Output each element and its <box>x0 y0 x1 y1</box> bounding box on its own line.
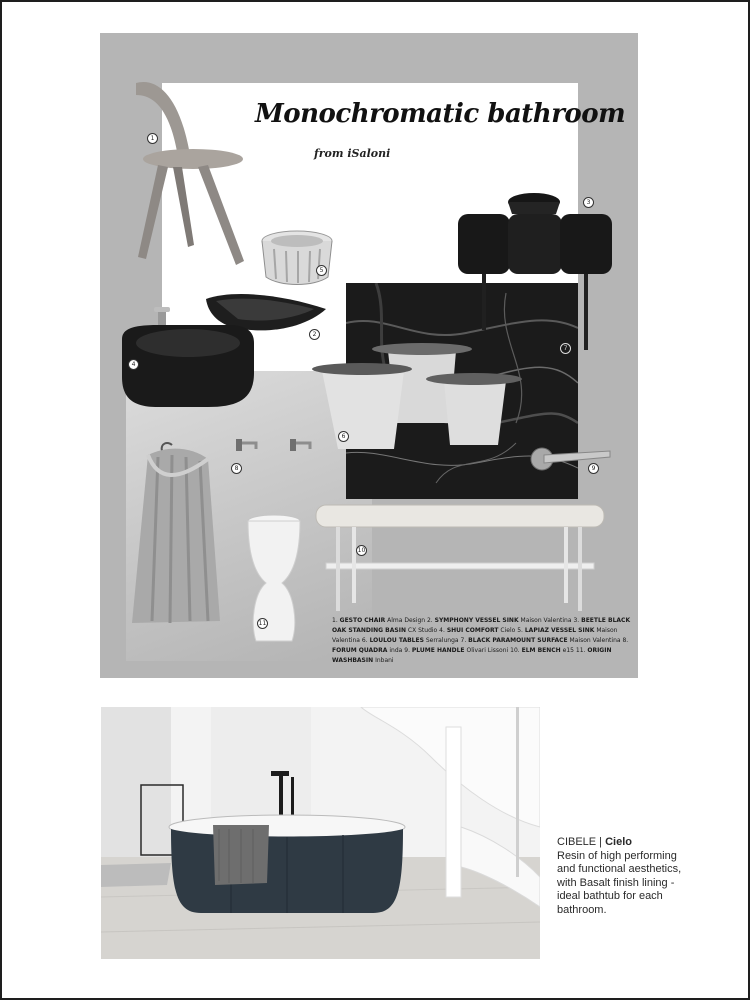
badge-6: 6 <box>338 431 349 442</box>
bathrobe-image <box>128 441 224 627</box>
lapiaz-vessel-sink-image <box>260 229 334 287</box>
credit-10-maker: e15 <box>562 647 574 654</box>
caption-model: Cielo <box>605 836 633 848</box>
credit-2-name: SYMPHONY VESSEL SINK <box>434 617 519 624</box>
gesto-chair-image <box>128 77 248 272</box>
credit-1 <box>332 617 425 624</box>
credit-9-maker: Olivari Lissoni <box>466 647 509 654</box>
moodboard-collage <box>100 33 638 678</box>
credit-1-maker: Alma Design <box>387 617 426 624</box>
credit-6-name: LOULOU TABLES <box>369 637 424 644</box>
badge-5: 5 <box>316 265 327 276</box>
badge-8: 8 <box>231 463 242 474</box>
credit-4 <box>439 627 515 634</box>
credit-8-name: FORUM QUADRA <box>332 647 388 654</box>
credit-6-num: 6. <box>361 637 368 644</box>
credit-7 <box>461 637 621 644</box>
credit-11-name: ORIGIN WASHBASIN <box>332 647 612 664</box>
credit-7-maker: Maison Valentina <box>569 637 621 644</box>
credit-11-num: 11. <box>575 647 586 654</box>
badge-4: 4 <box>128 359 139 370</box>
credit-1-name: GESTO CHAIR <box>339 617 386 624</box>
credit-8-maker: inda <box>389 647 403 654</box>
elm-bench-image <box>314 501 610 613</box>
credit-10 <box>510 647 574 654</box>
beetle-black-oak-basin-image <box>456 190 612 350</box>
credit-7-name: BLACK PARAMOUNT SURFACE <box>468 637 568 644</box>
credit-4-maker: Cielo <box>500 627 516 634</box>
credit-5-maker: Maison Valentina <box>332 627 618 644</box>
bathtub-photo <box>101 707 540 959</box>
credit-4-num: 4. <box>439 627 445 634</box>
credit-6-maker: Serralunga <box>425 637 459 644</box>
credit-7-num: 7. <box>460 637 467 644</box>
product-credits <box>332 616 632 666</box>
badge-10: 10 <box>357 547 366 554</box>
moodboard-title: Monochromatic bathroom <box>255 99 626 129</box>
badge-2: 2 <box>309 329 320 340</box>
badge-3: 3 <box>583 197 594 208</box>
shui-comfort-bidet-image <box>118 303 258 409</box>
credit-2-num: 2. <box>426 617 433 624</box>
credit-6 <box>362 637 459 644</box>
credit-3-num: 3. <box>573 617 580 624</box>
credit-10-num: 10. <box>510 647 520 654</box>
badge-9: 9 <box>588 463 599 474</box>
badge-11: 11 <box>258 620 267 627</box>
credit-2-maker: Maison Valentina <box>520 617 572 624</box>
origin-washbasin-image <box>244 513 304 645</box>
credit-5-name: LAPIAZ VESSEL SINK <box>524 627 595 634</box>
badge-7: 7 <box>560 343 571 354</box>
credit-9-num: 9. <box>404 647 410 654</box>
credit-9 <box>404 647 508 654</box>
forum-quadra-hooks-image <box>234 435 320 455</box>
moodboard-subtitle: from iSaloni <box>314 147 391 160</box>
credit-4-name: SHUI COMFORT <box>446 627 499 634</box>
credit-11-maker: Inbani <box>375 657 394 664</box>
photo-caption <box>557 836 687 918</box>
credit-10-name: ELM BENCH <box>521 647 561 654</box>
credit-1-num: 1. <box>332 617 338 624</box>
credit-5-num: 5. <box>517 627 523 634</box>
credit-8-num: 8. <box>622 637 629 644</box>
caption-description: Resin of high performing and functional aesthetics, with Basalt finish lining - ideal bathtub for each bathroom. <box>557 849 682 916</box>
credit-9-name: PLUME HANDLE <box>411 647 465 654</box>
credit-3-maker: CX Studio <box>407 627 438 634</box>
credit-3-name: BEETLE BLACK OAK STANDING BASIN <box>332 617 631 634</box>
plume-handle-image <box>528 445 612 475</box>
caption-brand: CIBELE | <box>557 836 606 848</box>
credit-2 <box>427 617 572 624</box>
badge-1: 1 <box>147 133 158 144</box>
